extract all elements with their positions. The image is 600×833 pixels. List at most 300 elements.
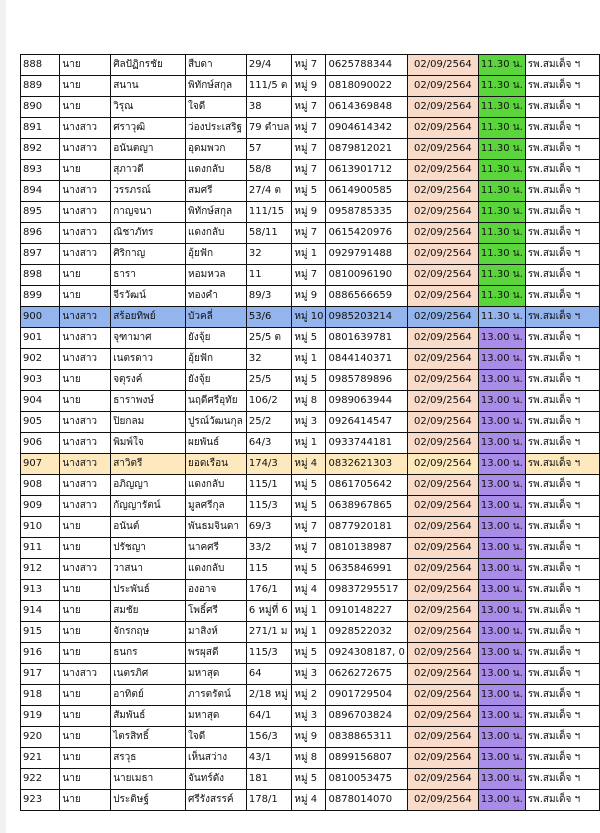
village-moo-cell[interactable]: หมู่ 9	[292, 286, 326, 307]
last-name-cell[interactable]: อุ้ยฟัก	[186, 244, 247, 265]
appointment-time-cell[interactable]: 11.30 น.	[478, 181, 525, 202]
house-number-cell[interactable]: 156/3	[246, 727, 292, 748]
name-title-cell[interactable]: นาย	[60, 580, 111, 601]
last-name-cell[interactable]: มูลศรีกุล	[186, 496, 247, 517]
phone-number-cell[interactable]: 0878014070	[326, 790, 407, 811]
appointment-date-cell[interactable]: 02/09/2564	[407, 286, 478, 307]
first-name-cell[interactable]: ณิชาภัทร	[111, 223, 186, 244]
village-moo-cell[interactable]: หมู่ 1	[292, 244, 326, 265]
first-name-cell[interactable]: วรรภรณ์	[111, 181, 186, 202]
appointment-date-cell[interactable]: 02/09/2564	[407, 139, 478, 160]
name-title-cell[interactable]: นางสาว	[60, 328, 111, 349]
village-moo-cell[interactable]: หมู่ 2	[292, 685, 326, 706]
village-moo-cell[interactable]: หมู่ 9	[292, 727, 326, 748]
house-number-cell[interactable]: 64/3	[246, 433, 292, 454]
table-row[interactable]	[21, 433, 600, 454]
house-number-cell[interactable]: 106/2	[246, 391, 292, 412]
last-name-cell[interactable]: ปูรณ์วัฒนกุล	[186, 412, 247, 433]
appointment-date-cell[interactable]: 02/09/2564	[407, 622, 478, 643]
appointment-date-cell[interactable]: 02/09/2564	[407, 601, 478, 622]
village-moo-cell[interactable]: หมู่ 3	[292, 664, 326, 685]
row-number-cell[interactable]: 902	[21, 349, 60, 370]
name-title-cell[interactable]: นางสาว	[60, 664, 111, 685]
phone-number-cell[interactable]: 0844140371	[326, 349, 407, 370]
table-row[interactable]	[21, 643, 600, 664]
vaccination-site-cell[interactable]: รพ.สมเด็จ ฯ	[525, 307, 599, 328]
table-row[interactable]	[21, 517, 600, 538]
name-title-cell[interactable]: นาย	[60, 727, 111, 748]
house-number-cell[interactable]: 33/2	[246, 538, 292, 559]
appointment-time-cell[interactable]: 13.00 น.	[478, 328, 525, 349]
appointment-date-cell[interactable]: 02/09/2564	[407, 370, 478, 391]
last-name-cell[interactable]: องอาจ	[186, 580, 247, 601]
phone-number-cell[interactable]: 0985203214	[326, 307, 407, 328]
phone-number-cell[interactable]: 0626272675	[326, 664, 407, 685]
phone-number-cell[interactable]: 0901729504	[326, 685, 407, 706]
last-name-cell[interactable]: ใจดี	[186, 727, 247, 748]
table-row[interactable]	[21, 706, 600, 727]
house-number-cell[interactable]: 25/5	[246, 370, 292, 391]
phone-number-cell[interactable]: 0958785335	[326, 202, 407, 223]
last-name-cell[interactable]: เห็นสว่าง	[186, 748, 247, 769]
vaccination-site-cell[interactable]: รพ.สมเด็จ ฯ	[525, 727, 599, 748]
vaccination-site-cell[interactable]: รพ.สมเด็จ ฯ	[525, 559, 599, 580]
row-number-cell[interactable]: 923	[21, 790, 60, 811]
appointment-date-cell[interactable]: 02/09/2564	[407, 265, 478, 286]
village-moo-cell[interactable]: หมู่ 1	[292, 349, 326, 370]
first-name-cell[interactable]: อภิญญา	[111, 475, 186, 496]
last-name-cell[interactable]: อุดมพวก	[186, 139, 247, 160]
first-name-cell[interactable]: ไตรสิทธิ์	[111, 727, 186, 748]
phone-number-cell[interactable]: 0615420976	[326, 223, 407, 244]
first-name-cell[interactable]: ประพันธ์	[111, 580, 186, 601]
house-number-cell[interactable]: 27/4 ต	[246, 181, 292, 202]
house-number-cell[interactable]: 64	[246, 664, 292, 685]
table-row[interactable]	[21, 601, 600, 622]
appointment-time-cell[interactable]: 11.30 น.	[478, 55, 525, 76]
table-row[interactable]	[21, 412, 600, 433]
vaccination-site-cell[interactable]: รพ.สมเด็จ ฯ	[525, 265, 599, 286]
house-number-cell[interactable]: 69/3	[246, 517, 292, 538]
house-number-cell[interactable]: 111/15	[246, 202, 292, 223]
last-name-cell[interactable]: ยังจุ้ย	[186, 370, 247, 391]
last-name-cell[interactable]: จันทร์ดัง	[186, 769, 247, 790]
house-number-cell[interactable]: 25/5 ต	[246, 328, 292, 349]
name-title-cell[interactable]: นางสาว	[60, 433, 111, 454]
phone-number-cell[interactable]: 0904614342	[326, 118, 407, 139]
name-title-cell[interactable]: นาย	[60, 538, 111, 559]
name-title-cell[interactable]: นางสาว	[60, 559, 111, 580]
first-name-cell[interactable]: ธารา	[111, 265, 186, 286]
phone-number-cell[interactable]: 0928522032	[326, 622, 407, 643]
first-name-cell[interactable]: วาสนา	[111, 559, 186, 580]
row-number-cell[interactable]: 910	[21, 517, 60, 538]
house-number-cell[interactable]: 79 ตำบล	[246, 118, 292, 139]
last-name-cell[interactable]: ยอดเรือน	[186, 454, 247, 475]
house-number-cell[interactable]: 58/11	[246, 223, 292, 244]
first-name-cell[interactable]: ปิยกลม	[111, 412, 186, 433]
vaccination-site-cell[interactable]: รพ.สมเด็จ ฯ	[525, 580, 599, 601]
first-name-cell[interactable]: อาทิตย์	[111, 685, 186, 706]
row-number-cell[interactable]: 905	[21, 412, 60, 433]
last-name-cell[interactable]: มหาสุด	[186, 664, 247, 685]
vaccination-site-cell[interactable]: รพ.สมเด็จ ฯ	[525, 769, 599, 790]
phone-number-cell[interactable]: 0810053475	[326, 769, 407, 790]
last-name-cell[interactable]: ทองคำ	[186, 286, 247, 307]
table-row[interactable]	[21, 391, 600, 412]
row-number-cell[interactable]: 890	[21, 97, 60, 118]
appointment-time-cell[interactable]: 11.30 น.	[478, 139, 525, 160]
name-title-cell[interactable]: นางสาว	[60, 496, 111, 517]
first-name-cell[interactable]: ธนกร	[111, 643, 186, 664]
table-row[interactable]	[21, 622, 600, 643]
row-number-cell[interactable]: 920	[21, 727, 60, 748]
first-name-cell[interactable]: ศิลปัฏิกรชัย	[111, 55, 186, 76]
row-number-cell[interactable]: 911	[21, 538, 60, 559]
first-name-cell[interactable]: สุภาวดี	[111, 160, 186, 181]
appointment-date-cell[interactable]: 02/09/2564	[407, 706, 478, 727]
row-number-cell[interactable]: 893	[21, 160, 60, 181]
table-row[interactable]	[21, 97, 600, 118]
phone-number-cell[interactable]: 0877920181	[326, 517, 407, 538]
first-name-cell[interactable]: จักรกฤษ	[111, 622, 186, 643]
village-moo-cell[interactable]: หมู่ 3	[292, 412, 326, 433]
appointment-time-cell[interactable]: 13.00 น.	[478, 391, 525, 412]
appointment-time-cell[interactable]: 13.00 น.	[478, 580, 525, 601]
vaccination-site-cell[interactable]: รพ.สมเด็จ ฯ	[525, 370, 599, 391]
house-number-cell[interactable]: 176/1	[246, 580, 292, 601]
village-moo-cell[interactable]: หมู่ 9	[292, 76, 326, 97]
phone-number-cell[interactable]: 0810096190	[326, 265, 407, 286]
row-number-cell[interactable]: 892	[21, 139, 60, 160]
phone-number-cell[interactable]: 0929791488	[326, 244, 407, 265]
house-number-cell[interactable]: 29/4	[246, 55, 292, 76]
table-row[interactable]	[21, 580, 600, 601]
vaccination-site-cell[interactable]: รพ.สมเด็จ ฯ	[525, 643, 599, 664]
phone-number-cell[interactable]: 0886566659	[326, 286, 407, 307]
house-number-cell[interactable]: 6 หมู่ที่ 6	[246, 601, 292, 622]
name-title-cell[interactable]: นางสาว	[60, 181, 111, 202]
appointment-date-cell[interactable]: 02/09/2564	[407, 76, 478, 97]
last-name-cell[interactable]: ศรีรังสรรค์	[186, 790, 247, 811]
village-moo-cell[interactable]: หมู่ 1	[292, 622, 326, 643]
table-row[interactable]	[21, 307, 600, 328]
appointment-date-cell[interactable]: 02/09/2564	[407, 475, 478, 496]
village-moo-cell[interactable]: หมู่ 7	[292, 118, 326, 139]
house-number-cell[interactable]: 271/1 ม	[246, 622, 292, 643]
appointment-time-cell[interactable]: 11.30 น.	[478, 244, 525, 265]
vaccination-site-cell[interactable]: รพ.สมเด็จ ฯ	[525, 244, 599, 265]
last-name-cell[interactable]: พิทักษ์สกุล	[186, 202, 247, 223]
vaccination-site-cell[interactable]: รพ.สมเด็จ ฯ	[525, 223, 599, 244]
table-row[interactable]	[21, 202, 600, 223]
table-row[interactable]	[21, 139, 600, 160]
village-moo-cell[interactable]: หมู่ 8	[292, 391, 326, 412]
vaccination-site-cell[interactable]: รพ.สมเด็จ ฯ	[525, 454, 599, 475]
village-moo-cell[interactable]: หมู่ 5	[292, 370, 326, 391]
village-moo-cell[interactable]: หมู่ 7	[292, 517, 326, 538]
village-moo-cell[interactable]: หมู่ 5	[292, 559, 326, 580]
row-number-cell[interactable]: 908	[21, 475, 60, 496]
appointment-time-cell[interactable]: 13.00 น.	[478, 433, 525, 454]
appointment-time-cell[interactable]: 13.00 น.	[478, 769, 525, 790]
first-name-cell[interactable]: สรวุธ	[111, 748, 186, 769]
appointment-time-cell[interactable]: 13.00 น.	[478, 412, 525, 433]
vaccination-site-cell[interactable]: รพ.สมเด็จ ฯ	[525, 538, 599, 559]
name-title-cell[interactable]: นาย	[60, 790, 111, 811]
table-row[interactable]	[21, 265, 600, 286]
last-name-cell[interactable]: พันธมจินดา	[186, 517, 247, 538]
appointment-time-cell[interactable]: 11.30 น.	[478, 307, 525, 328]
vaccination-site-cell[interactable]: รพ.สมเด็จ ฯ	[525, 139, 599, 160]
appointment-date-cell[interactable]: 02/09/2564	[407, 349, 478, 370]
house-number-cell[interactable]: 111/5 ต	[246, 76, 292, 97]
last-name-cell[interactable]: นฤดีศรีอุทัย	[186, 391, 247, 412]
appointment-time-cell[interactable]: 13.00 น.	[478, 664, 525, 685]
table-row[interactable]	[21, 55, 600, 76]
name-title-cell[interactable]: นาย	[60, 370, 111, 391]
phone-number-cell[interactable]: 0635846991	[326, 559, 407, 580]
house-number-cell[interactable]: 64/1	[246, 706, 292, 727]
appointment-time-cell[interactable]: 13.00 น.	[478, 790, 525, 811]
village-moo-cell[interactable]: หมู่ 9	[292, 202, 326, 223]
phone-number-cell[interactable]: 0838865311	[326, 727, 407, 748]
last-name-cell[interactable]: แดงกลับ	[186, 559, 247, 580]
phone-number-cell[interactable]: 0910148227	[326, 601, 407, 622]
first-name-cell[interactable]: ประดิษฐ์	[111, 790, 186, 811]
vaccination-site-cell[interactable]: รพ.สมเด็จ ฯ	[525, 160, 599, 181]
phone-number-cell[interactable]: 0613901712	[326, 160, 407, 181]
vaccination-site-cell[interactable]: รพ.สมเด็จ ฯ	[525, 748, 599, 769]
village-moo-cell[interactable]: หมู่ 4	[292, 454, 326, 475]
phone-number-cell[interactable]: 0801639781	[326, 328, 407, 349]
name-title-cell[interactable]: นาย	[60, 748, 111, 769]
last-name-cell[interactable]: พิทักษ์สกุล	[186, 76, 247, 97]
house-number-cell[interactable]: 178/1	[246, 790, 292, 811]
village-moo-cell[interactable]: หมู่ 7	[292, 160, 326, 181]
row-number-cell[interactable]: 909	[21, 496, 60, 517]
first-name-cell[interactable]: ศราวุฒิ	[111, 118, 186, 139]
first-name-cell[interactable]: จีรวัฒน์	[111, 286, 186, 307]
vaccination-site-cell[interactable]: รพ.สมเด็จ ฯ	[525, 55, 599, 76]
vaccination-site-cell[interactable]: รพ.สมเด็จ ฯ	[525, 475, 599, 496]
row-number-cell[interactable]: 889	[21, 76, 60, 97]
village-moo-cell[interactable]: หมู่ 7	[292, 55, 326, 76]
house-number-cell[interactable]: 25/2	[246, 412, 292, 433]
appointment-date-cell[interactable]: 02/09/2564	[407, 769, 478, 790]
appointment-time-cell[interactable]: 13.00 น.	[478, 349, 525, 370]
house-number-cell[interactable]: 89/3	[246, 286, 292, 307]
village-moo-cell[interactable]: หมู่ 5	[292, 769, 326, 790]
name-title-cell[interactable]: นางสาว	[60, 475, 111, 496]
name-title-cell[interactable]: นาย	[60, 55, 111, 76]
phone-number-cell[interactable]: 0985789896	[326, 370, 407, 391]
first-name-cell[interactable]: วิรุณ	[111, 97, 186, 118]
phone-number-cell[interactable]: 0879812021	[326, 139, 407, 160]
name-title-cell[interactable]: นาย	[60, 517, 111, 538]
village-moo-cell[interactable]: หมู่ 8	[292, 748, 326, 769]
row-number-cell[interactable]: 915	[21, 622, 60, 643]
vaccination-site-cell[interactable]: รพ.สมเด็จ ฯ	[525, 349, 599, 370]
table-row[interactable]	[21, 76, 600, 97]
appointment-time-cell[interactable]: 13.00 น.	[478, 475, 525, 496]
table-row[interactable]	[21, 496, 600, 517]
name-title-cell[interactable]: นาย	[60, 622, 111, 643]
first-name-cell[interactable]: อนันตญา	[111, 139, 186, 160]
last-name-cell[interactable]: อุ้ยฟัก	[186, 349, 247, 370]
appointment-time-cell[interactable]: 11.30 น.	[478, 97, 525, 118]
table-row[interactable]	[21, 685, 600, 706]
village-moo-cell[interactable]: หมู่ 5	[292, 328, 326, 349]
appointment-date-cell[interactable]: 02/09/2564	[407, 727, 478, 748]
house-number-cell[interactable]: 115/1	[246, 475, 292, 496]
village-moo-cell[interactable]: หมู่ 1	[292, 433, 326, 454]
vaccination-site-cell[interactable]: รพ.สมเด็จ ฯ	[525, 391, 599, 412]
name-title-cell[interactable]: นางสาว	[60, 454, 111, 475]
house-number-cell[interactable]: 115/3	[246, 496, 292, 517]
table-row[interactable]	[21, 475, 600, 496]
name-title-cell[interactable]: นางสาว	[60, 307, 111, 328]
name-title-cell[interactable]: นางสาว	[60, 349, 111, 370]
table-row[interactable]	[21, 370, 600, 391]
vaccination-site-cell[interactable]: รพ.สมเด็จ ฯ	[525, 706, 599, 727]
name-title-cell[interactable]: นาย	[60, 97, 111, 118]
name-title-cell[interactable]: นางสาว	[60, 412, 111, 433]
last-name-cell[interactable]: ว่องประเสริฐ	[186, 118, 247, 139]
table-row[interactable]	[21, 748, 600, 769]
table-row[interactable]	[21, 286, 600, 307]
vaccination-site-cell[interactable]: รพ.สมเด็จ ฯ	[525, 517, 599, 538]
last-name-cell[interactable]: ยังจุ้ย	[186, 328, 247, 349]
name-title-cell[interactable]: นางสาว	[60, 244, 111, 265]
appointment-time-cell[interactable]: 11.30 น.	[478, 286, 525, 307]
row-number-cell[interactable]: 914	[21, 601, 60, 622]
appointment-date-cell[interactable]: 02/09/2564	[407, 748, 478, 769]
appointment-date-cell[interactable]: 02/09/2564	[407, 454, 478, 475]
village-moo-cell[interactable]: หมู่ 7	[292, 139, 326, 160]
name-title-cell[interactable]: นาย	[60, 601, 111, 622]
row-number-cell[interactable]: 896	[21, 223, 60, 244]
phone-number-cell[interactable]: 0810138987	[326, 538, 407, 559]
village-moo-cell[interactable]: หมู่ 4	[292, 580, 326, 601]
appointment-date-cell[interactable]: 02/09/2564	[407, 97, 478, 118]
row-number-cell[interactable]: 917	[21, 664, 60, 685]
appointment-date-cell[interactable]: 02/09/2564	[407, 391, 478, 412]
table-row[interactable]	[21, 664, 600, 685]
first-name-cell[interactable]: อนันต์	[111, 517, 186, 538]
row-number-cell[interactable]: 891	[21, 118, 60, 139]
phone-number-cell[interactable]: 0989063944	[326, 391, 407, 412]
appointment-date-cell[interactable]: 02/09/2564	[407, 559, 478, 580]
appointment-date-cell[interactable]: 02/09/2564	[407, 538, 478, 559]
vaccination-site-cell[interactable]: รพ.สมเด็จ ฯ	[525, 76, 599, 97]
appointment-date-cell[interactable]: 02/09/2564	[407, 181, 478, 202]
appointment-time-cell[interactable]: 13.00 น.	[478, 370, 525, 391]
appointment-date-cell[interactable]: 02/09/2564	[407, 580, 478, 601]
name-title-cell[interactable]: นาย	[60, 265, 111, 286]
appointment-date-cell[interactable]: 02/09/2564	[407, 790, 478, 811]
vaccination-site-cell[interactable]: รพ.สมเด็จ ฯ	[525, 685, 599, 706]
last-name-cell[interactable]: สืบดา	[186, 55, 247, 76]
first-name-cell[interactable]: จตุรงค์	[111, 370, 186, 391]
appointment-time-cell[interactable]: 13.00 น.	[478, 538, 525, 559]
village-moo-cell[interactable]: หมู่ 4	[292, 790, 326, 811]
last-name-cell[interactable]: แดงกลับ	[186, 160, 247, 181]
first-name-cell[interactable]: นายเมธา	[111, 769, 186, 790]
row-number-cell[interactable]: 894	[21, 181, 60, 202]
table-row[interactable]	[21, 328, 600, 349]
first-name-cell[interactable]: พิมพ์ใจ	[111, 433, 186, 454]
last-name-cell[interactable]: แดงกลับ	[186, 223, 247, 244]
appointment-date-cell[interactable]: 02/09/2564	[407, 496, 478, 517]
appointment-time-cell[interactable]: 13.00 น.	[478, 706, 525, 727]
appointment-time-cell[interactable]: 13.00 น.	[478, 727, 525, 748]
appointment-time-cell[interactable]: 13.00 น.	[478, 685, 525, 706]
house-number-cell[interactable]: 2/18 หมู่	[246, 685, 292, 706]
row-number-cell[interactable]: 922	[21, 769, 60, 790]
vaccination-site-cell[interactable]: รพ.สมเด็จ ฯ	[525, 412, 599, 433]
first-name-cell[interactable]: จุฑามาศ	[111, 328, 186, 349]
name-title-cell[interactable]: นาย	[60, 160, 111, 181]
last-name-cell[interactable]: พรผุสดี	[186, 643, 247, 664]
village-moo-cell[interactable]: หมู่ 7	[292, 223, 326, 244]
village-moo-cell[interactable]: หมู่ 7	[292, 538, 326, 559]
phone-number-cell[interactable]: 0638967865	[326, 496, 407, 517]
vaccination-site-cell[interactable]: รพ.สมเด็จ ฯ	[525, 790, 599, 811]
name-title-cell[interactable]: นาย	[60, 286, 111, 307]
phone-number-cell[interactable]: 0924308187, 0	[326, 643, 407, 664]
name-title-cell[interactable]: นาย	[60, 685, 111, 706]
name-title-cell[interactable]: นางสาว	[60, 118, 111, 139]
vaccination-site-cell[interactable]: รพ.สมเด็จ ฯ	[525, 496, 599, 517]
table-row[interactable]	[21, 727, 600, 748]
appointment-time-cell[interactable]: 13.00 น.	[478, 748, 525, 769]
house-number-cell[interactable]: 115	[246, 559, 292, 580]
table-row[interactable]	[21, 181, 600, 202]
row-number-cell[interactable]: 921	[21, 748, 60, 769]
village-moo-cell[interactable]: หมู่ 1	[292, 601, 326, 622]
vaccination-site-cell[interactable]: รพ.สมเด็จ ฯ	[525, 286, 599, 307]
vaccination-site-cell[interactable]: รพ.สมเด็จ ฯ	[525, 97, 599, 118]
appointment-date-cell[interactable]: 02/09/2564	[407, 412, 478, 433]
house-number-cell[interactable]: 174/3	[246, 454, 292, 475]
row-number-cell[interactable]: 906	[21, 433, 60, 454]
row-number-cell[interactable]: 912	[21, 559, 60, 580]
vaccination-site-cell[interactable]: รพ.สมเด็จ ฯ	[525, 118, 599, 139]
table-row[interactable]	[21, 790, 600, 811]
appointment-time-cell[interactable]: 11.30 น.	[478, 223, 525, 244]
vaccination-site-cell[interactable]: รพ.สมเด็จ ฯ	[525, 433, 599, 454]
row-number-cell[interactable]: 913	[21, 580, 60, 601]
appointment-time-cell[interactable]: 11.30 น.	[478, 76, 525, 97]
house-number-cell[interactable]: 43/1	[246, 748, 292, 769]
phone-number-cell[interactable]: 0818090022	[326, 76, 407, 97]
appointment-date-cell[interactable]: 02/09/2564	[407, 433, 478, 454]
phone-number-cell[interactable]: 0614369848	[326, 97, 407, 118]
appointment-date-cell[interactable]: 02/09/2564	[407, 328, 478, 349]
phone-number-cell[interactable]: 0861705642	[326, 475, 407, 496]
village-moo-cell[interactable]: หมู่ 10	[292, 307, 326, 328]
appointment-date-cell[interactable]: 02/09/2564	[407, 685, 478, 706]
appointment-time-cell[interactable]: 13.00 น.	[478, 643, 525, 664]
appointment-date-cell[interactable]: 02/09/2564	[407, 118, 478, 139]
last-name-cell[interactable]: ผยพันธ์	[186, 433, 247, 454]
appointment-time-cell[interactable]: 13.00 น.	[478, 517, 525, 538]
row-number-cell[interactable]: 901	[21, 328, 60, 349]
row-number-cell[interactable]: 903	[21, 370, 60, 391]
last-name-cell[interactable]: สมศรี	[186, 181, 247, 202]
appointment-date-cell[interactable]: 02/09/2564	[407, 55, 478, 76]
